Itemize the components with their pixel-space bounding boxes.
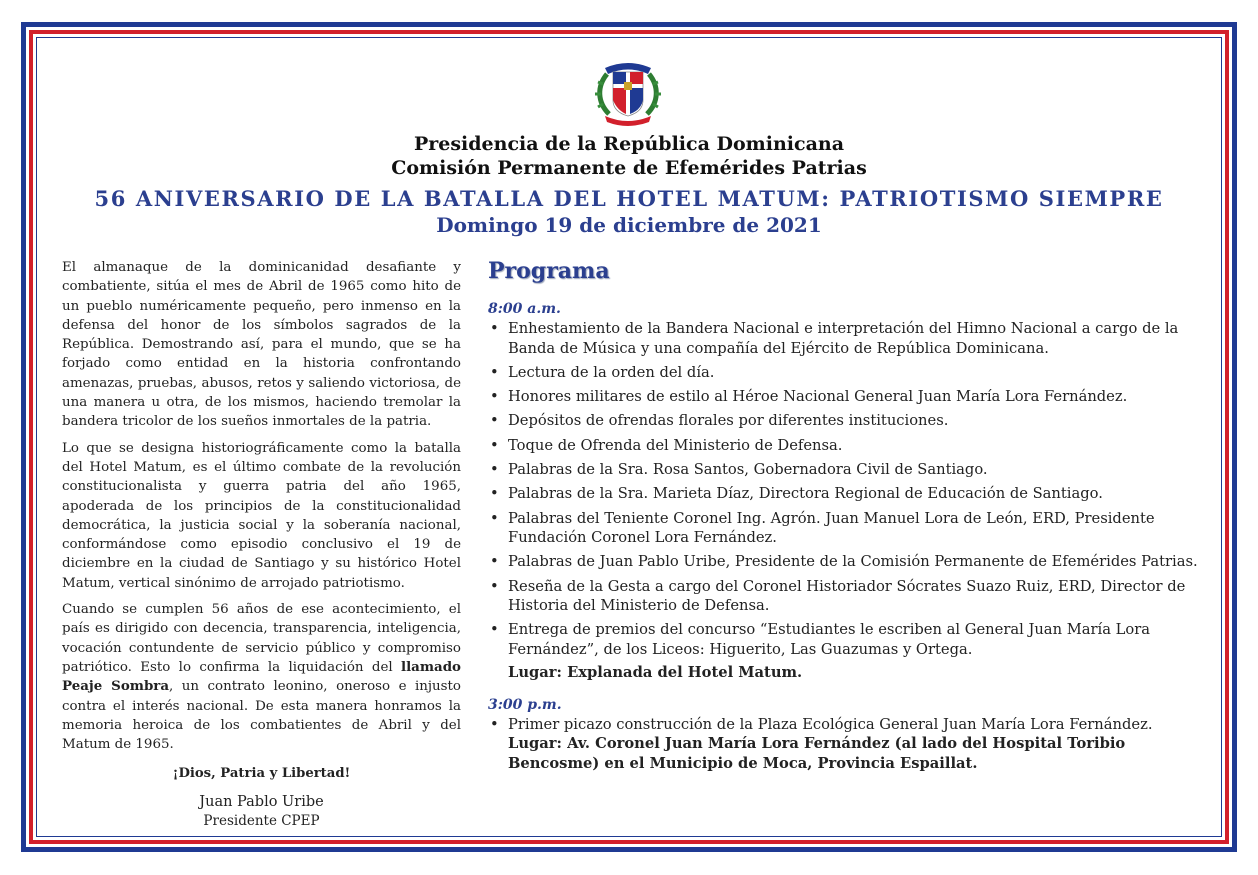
list-item bbox=[488, 715, 1208, 774]
list-item: • Toque de Ofrenda del Ministerio de Defensa. bbox=[488, 436, 1208, 456]
list-item: • Reseña de la Gesta a cargo del Coronel Historiador Sócrates Suazo Ruiz, ERD, Director de Historia del Ministerio de Defensa. bbox=[488, 577, 1208, 616]
list-item: • Palabras de la Sra. Marieta Díaz, Directora Regional de Educación de Santiago. bbox=[488, 484, 1208, 504]
list-item: • Palabras de Juan Pablo Uribe, Presidente de la Comisión Permanente de Efemérides Patrias. bbox=[488, 552, 1208, 572]
list-item: • Enhestamiento de la Bandera Nacional e interpretación del Himno Nacional a cargo de la Banda de Música y una compañía del Ejército de República Dominicana. bbox=[488, 319, 1208, 358]
intro-text-column bbox=[62, 258, 461, 830]
header-line-comision: Comisión Permanente de Efemérides Patrias bbox=[391, 157, 867, 179]
list-item-text: Entrega de premios del concurso “Estudiantes le escriben al General Juan María Lora Fernández”, de los Liceos: Higuerito, Las Guazumas y Ortega. bbox=[508, 621, 1151, 658]
peaje-sombra-emphasis: llamado Peaje Sombra bbox=[62, 658, 461, 695]
document-date: Domingo 19 de diciembre de 2021 bbox=[436, 213, 822, 237]
paragraph-3-part-b: , un contrato leonino, oneroso e injusto contra el interés nacional. De esta manera honramos la memoria heroica de los combatientes de Abril y del Matum de 1965. bbox=[62, 679, 461, 753]
signer-name: Juan Pablo Uribe bbox=[199, 793, 324, 810]
program-list-morning bbox=[488, 319, 1208, 683]
paragraph-3-part-a: Cuando se cumplen 56 años de ese acontecimiento, el país es dirigido con decencia, transparencia, inteligencia, vocación contundente de servicio público y compromiso patriótico. Esto lo confirma la liquidación del bbox=[62, 602, 461, 675]
list-item: • Depósitos de ofrendas florales por diferentes instituciones. bbox=[488, 411, 1208, 431]
list-item: • Palabras del Teniente Coronel Ing. Agrón. Juan Manuel Lora de León, ERD, Presidente Fundación Coronel Lora Fernández. bbox=[488, 509, 1208, 548]
program-afternoon-block bbox=[488, 696, 1208, 774]
program-time-morning: 8:00 a.m. bbox=[488, 301, 561, 317]
list-item bbox=[488, 620, 1208, 683]
signer-role: Presidente CPEP bbox=[203, 812, 320, 829]
list-item: • Honores militares de estilo al Héroe Nacional General Juan María Lora Fernández. bbox=[488, 387, 1208, 407]
program-list-afternoon bbox=[488, 715, 1208, 774]
location-afternoon: Lugar: Av. Coronel Juan María Lora Fernández (al lado del Hospital Toribio Bencosme) en el Municipio de Moca, Provincia Espaillat. bbox=[508, 735, 1126, 772]
intro-paragraph-1: El almanaque de la dominicanidad desafiante y combatiente, sitúa el mes de Abril de 1965 como hito de un pueblo numéricamente pequeño, pero inmenso en la defensa del honor de los símbolos sagrados de la República. Demostrando así, para el mundo, que se ha forjado como entidad en la historia confrontando amenazas, pruebas, abusos, retos y saliendo victoriosa, de una manera u otra, de los mismos, haciendo tremolar la bandera tricolor de los sueños inmortales de la patria. bbox=[62, 260, 461, 430]
list-item-text: Primer picazo construcción de la Plaza Ecológica General Juan María Lora Fernández. bbox=[508, 715, 1153, 733]
program-title: Programa bbox=[488, 258, 610, 284]
list-item: • Lectura de la orden del día. bbox=[488, 363, 1208, 383]
motto: ¡Dios, Patria y Libertad! bbox=[172, 766, 351, 782]
program-column bbox=[488, 256, 1208, 778]
list-item: • Palabras de la Sra. Rosa Santos, Gobernadora Civil de Santiago. bbox=[488, 460, 1208, 480]
signature-block bbox=[62, 764, 461, 829]
location-morning: Lugar: Explanada del Hotel Matum. bbox=[508, 664, 803, 682]
program-time-afternoon: 3:00 p.m. bbox=[488, 696, 562, 713]
intro-paragraph-2: Lo que se designa historiográficamente como la batalla del Hotel Matum, es el último combate de la revolución constitucionalista y guerra patria del año 1965, apoderada de los principios de la constitucionalidad democrática, la justicia social y la soberanía nacional, conformándose como episodio conclusivo el 19 de diciembre en la ciudad de Santiago y su histórico Hotel Matum, vertical sinónimo de arrojado patriotismo. bbox=[62, 440, 461, 591]
coat-of-arms-icon bbox=[593, 56, 663, 128]
header-line-presidencia: Presidencia de la República Dominicana bbox=[413, 133, 845, 155]
intro-paragraph-3 bbox=[62, 600, 461, 754]
document-title: 56 ANIVERSARIO DE LA BATALLA DEL HOTEL MATUM: PATRIOTISMO SIEMPRE bbox=[94, 186, 1164, 211]
